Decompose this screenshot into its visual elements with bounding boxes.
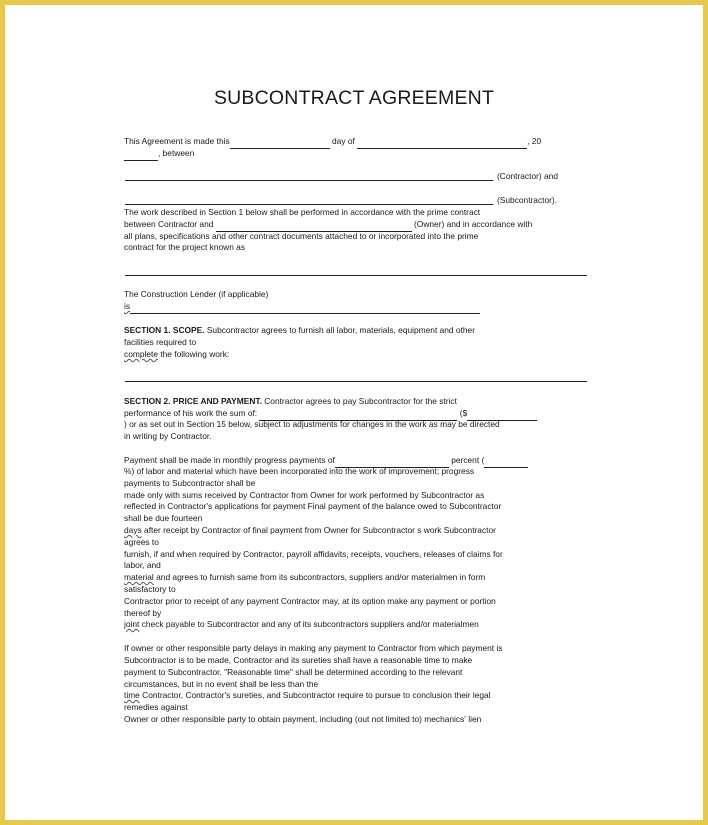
work-line-4: contract for the project known as: [124, 242, 246, 252]
payment-text-7: after receipt by Contractor of final payment from Owner for Subcontractor s work Subcontractor: [144, 525, 496, 535]
day-of-text: day of: [332, 136, 355, 146]
payment-line-15: [124, 619, 479, 631]
owner-line-7: Owner or other responsible party to obtain payment, including (out not limited to) mechanics' lien: [124, 714, 482, 724]
month-blank: [357, 136, 527, 149]
between-text: , between: [158, 148, 195, 158]
owner-blank: [216, 219, 412, 232]
percent-number-blank: [484, 455, 528, 468]
day-blank: [230, 136, 330, 149]
contractor-name-line: [125, 180, 493, 181]
lender-line: [124, 301, 480, 314]
payment-text-11: and agrees to furnish same from its subcontractors, suppliers and/or materialmen in form: [156, 572, 486, 582]
section-2-text-2: performance of his work the sum of:: [124, 408, 258, 418]
joint-word: joint: [124, 619, 140, 629]
time-word: time: [124, 690, 140, 700]
section-1-text-1: Subcontractor agrees to furnish all labor, materials, equipment and other: [206, 325, 475, 335]
dollar-text: ($: [459, 408, 468, 418]
subcontractor-name-line: [125, 204, 493, 205]
subcontractor-label: (Subcontractor).: [497, 195, 558, 205]
intro-line-2: [124, 148, 194, 161]
section-2-heading: SECTION 2. PRICE AND PAYMENT.: [124, 396, 262, 406]
owner-line-5: [124, 690, 491, 702]
section-1-text-3: the following work:: [160, 349, 230, 359]
year-blank: [124, 148, 158, 161]
percent-text: percent (: [451, 455, 485, 465]
section-2-line-3: ) or as set out in Section 15 below, subject to adjustments for changes in the work as may be directed: [124, 419, 500, 429]
section-1-heading: SECTION 1. SCOPE.: [124, 325, 205, 335]
payment-text-1: Payment shall be made in monthly progress payments of: [124, 455, 335, 465]
owner-line-1: If owner or other responsible party delays in making any payment to Contractor from which payment is: [124, 643, 503, 653]
payment-line-2: %) of labor and material which have been incorporated into the work of improvement; progress: [124, 466, 475, 476]
section-2-line-1: [124, 396, 457, 408]
section-1-line-3: [124, 349, 229, 361]
payment-line-13: Contractor prior to receipt of any payment Contractor may, at its option make any payment or portion: [124, 596, 496, 606]
payment-line-4: made only with sums received by Contractor from Owner for work performed by Subcontractor as: [124, 490, 485, 500]
owner-line-3: payment to Subcontractor. "Reasonable time" shall be determined according to the relevant: [124, 667, 463, 677]
lender-is-text: is: [124, 301, 131, 311]
material-word: material: [124, 572, 154, 582]
owner-text-5: Contractor, Contractor's sureties, and Subcontractor require to pursue to conclusion their legal: [142, 690, 491, 700]
section-2-line-4: in writing by Contractor.: [124, 431, 212, 441]
owner-text: (Owner) and in accordance with: [414, 219, 533, 229]
lender-blank: [130, 301, 480, 314]
owner-line-4: circumstances, but in no event shall be less than the: [124, 679, 319, 689]
document-title: SUBCONTRACT AGREEMENT: [213, 87, 495, 109]
payment-line-12: satisfactory to: [124, 584, 176, 594]
payment-line-7: [124, 525, 496, 537]
project-name-line: [125, 275, 587, 276]
section-1-line-2: facilities required to: [124, 337, 197, 347]
payment-line-8: agrees to: [124, 537, 159, 547]
payment-text-15: check payable to Subcontractor and any of its subcontractors suppliers and/or materialmen: [141, 619, 479, 629]
payment-line-6: shall be due fourteen: [124, 513, 203, 523]
payment-line-9: furnish, if and when required by Contractor, payroll affidavits, receipts, vouchers, releases of claims for: [124, 549, 503, 559]
work-line-3: all plans, specifications and other contract documents attached to or incorporated into the prime: [124, 231, 479, 241]
payment-line-10: labor, and: [124, 560, 161, 570]
section-2-text-1: Contractor agrees to pay Subcontractor for the strict: [264, 396, 457, 406]
payment-line-14: thereof by: [124, 608, 162, 618]
payment-line-5: reflected in Contractor's applications for payment Final payment of the balance owed to Subcontractor: [124, 501, 502, 511]
work-line-1: The work described in Section 1 below shall be performed in accordance with the prime contract: [124, 207, 481, 217]
work-line-2: [124, 219, 532, 232]
owner-line-6: remedies against: [124, 702, 188, 712]
made-this-text: This Agreement is made this: [124, 136, 230, 146]
payment-line-3: payments to Subcontractor shall be: [124, 478, 256, 488]
lender-label: The Construction Lender (if applicable): [124, 289, 269, 299]
contractor-label: (Contractor) and: [497, 171, 558, 181]
payment-line-11: [124, 572, 485, 584]
owner-line-2: Subcontractor is to be made, Contractor and its sureties shall have a reasonable time to make: [124, 655, 473, 665]
complete-word: complete: [124, 349, 158, 359]
scope-work-line: [125, 381, 587, 382]
days-word: days: [124, 525, 142, 535]
year-prefix-text: , 20: [527, 136, 542, 146]
document-page: [5, 5, 703, 820]
section-1-line-1: [124, 325, 475, 337]
between-contractor-text: between Contractor and: [124, 219, 214, 229]
intro-line-1: [124, 136, 541, 149]
